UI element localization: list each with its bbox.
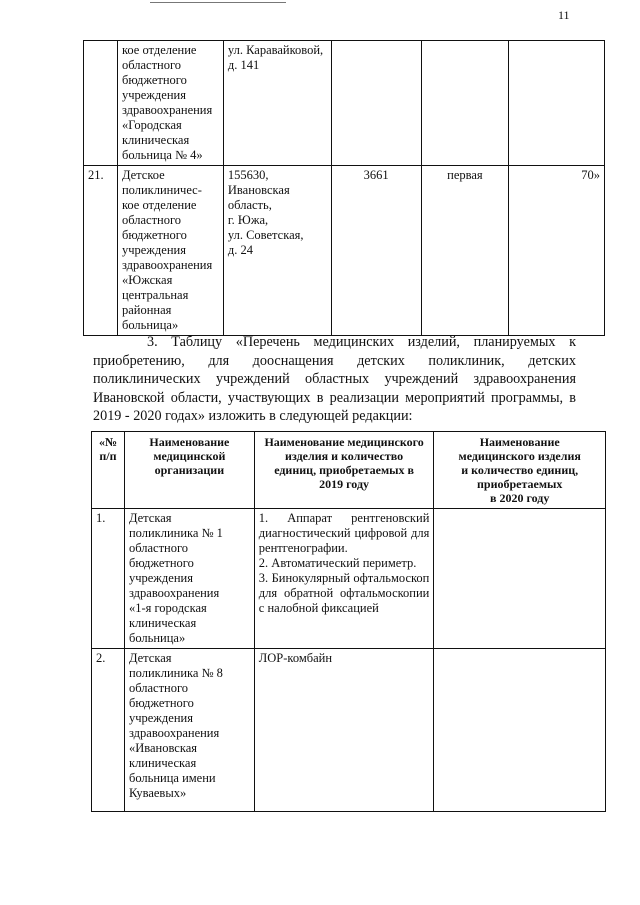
devices-2019: 1. Аппарат рентгеновский диагностический цифровой для рентгенографии. 2. Автоматический периметр. 3. Бинокулярный офтальмоскоп для обратной офтальмоскопии с налобной фиксацией [254,509,434,649]
organization-name: Детская поликлиника № 8 областного бюджетного учреждения здравоохранения «Ивановская клиническая больница имени Куваевых» [124,649,254,812]
visits-count [331,41,421,166]
category: первая [421,166,509,336]
table-row [92,649,606,812]
header-organization: Наименование медицинской организации [124,432,254,509]
amendment-paragraph [93,333,576,426]
row-number: 21. [84,166,118,336]
clinic-name: кое отделение областного бюджетного учреждения здравоохранения «Городская клиническая больница № 4» [117,41,223,166]
table-row [84,41,605,166]
clinics-table-continued [83,40,605,336]
devices-2020 [434,649,606,812]
paragraph-text: 3. Таблицу «Перечень медицинских изделий, планируемых к приобретению, для дооснащения детских поликлиник, детских поликлинических учреждений областных учреждений здравоохранения Ивановской области, участвующих в реализации мероприятий программы, в 2019 - 2020 годах» изложить в следующей редакции: [93,334,576,425]
row-number: 2. [92,649,125,812]
medical-devices-table [91,431,606,812]
page-number: 11 [558,8,570,22]
category [421,41,509,166]
devices-2020 [434,509,606,649]
clinic-name: Детское поликлиничес- кое отделение областного бюджетного учреждения здравоохранения «Южская центральная районная больница» [117,166,223,336]
clinic-address: 155630, Ивановская область, г. Южа, ул. Советская, д. 24 [223,166,331,336]
table-header-row [92,432,606,509]
devices-2019: ЛОР-комбайн [254,649,434,812]
table-row [84,166,605,336]
header-number: «№ п/п [92,432,125,509]
extra-value: 70» [509,166,605,336]
extra-value [509,41,605,166]
header-2020: Наименование медицинского изделия и количество единиц, приобретаемых в 2020 году [434,432,606,509]
clinic-address: ул. Каравайковой, д. 141 [223,41,331,166]
header-2019: Наименование медицинского изделия и количество единиц, приобретаемых в 2019 году [254,432,434,509]
row-number: 1. [92,509,125,649]
organization-name: Детская поликлиника № 1 областного бюджетного учреждения здравоохранения «1-я городская клиническая больница» [124,509,254,649]
table-row [92,509,606,649]
visits-count: 3661 [331,166,421,336]
row-number [84,41,118,166]
top-rule [150,2,286,3]
